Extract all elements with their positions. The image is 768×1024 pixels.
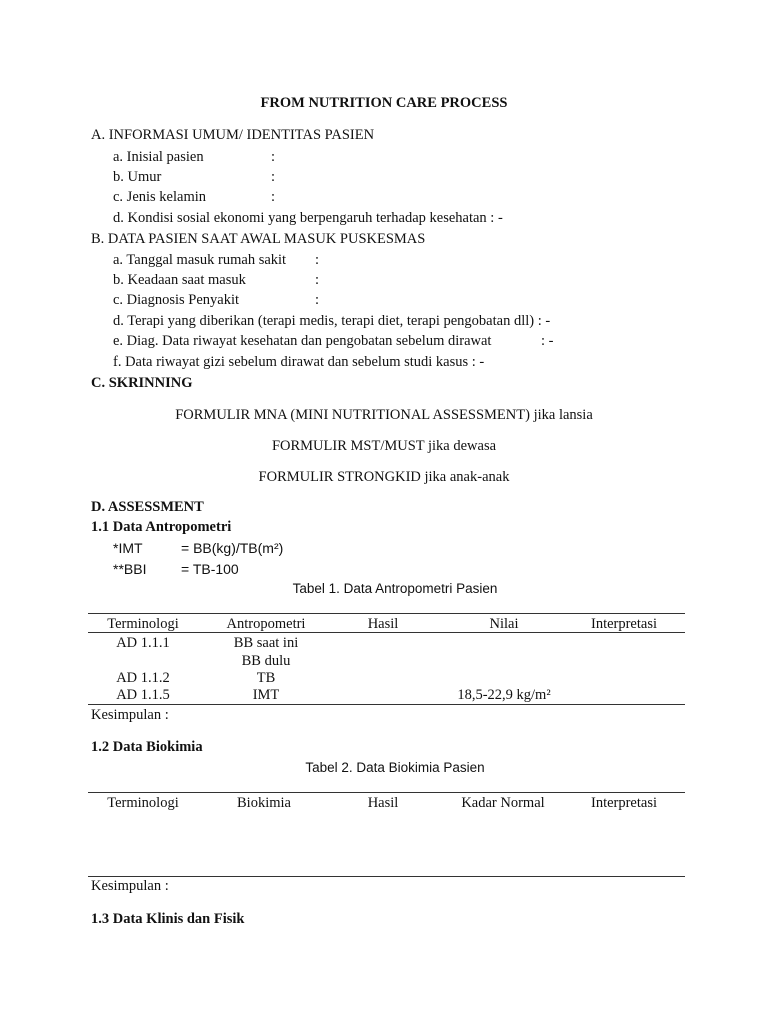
list-item-colon: : xyxy=(271,169,276,185)
list-item-colon: : xyxy=(271,189,276,205)
list-item: a. Tanggal masuk rumah sakit xyxy=(113,252,287,268)
formula-value: = TB-100 xyxy=(181,561,239,577)
subsection-heading: 1.1 Data Antropometri xyxy=(91,519,232,535)
screening-form-line: FORMULIR MNA (MINI NUTRITIONAL ASSESSMENT) jika lansia xyxy=(175,407,593,423)
table-header-cell: Terminologi xyxy=(107,616,179,632)
list-item-colon: : xyxy=(271,149,276,165)
table-header-cell: Terminologi xyxy=(107,795,179,811)
subsection-heading: 1.2 Data Biokimia xyxy=(91,739,203,755)
page-title: FROM NUTRITION CARE PROCESS xyxy=(260,95,508,111)
table-header-cell: Antropometri xyxy=(226,616,306,632)
table-cell: BB dulu xyxy=(241,653,291,669)
table-cell: AD 1.1.1 xyxy=(116,635,170,651)
table-caption: Tabel 1. Data Antropometri Pasien xyxy=(292,581,498,596)
table-header-cell: Nilai xyxy=(489,616,519,632)
formula-label: **BBI xyxy=(113,561,147,577)
list-item: f. Data riwayat gizi sebelum dirawat dan sebelum studi kasus : - xyxy=(113,354,485,370)
table-caption: Tabel 2. Data Biokimia Pasien xyxy=(305,760,485,775)
formula-value: = BB(kg)/TB(m²) xyxy=(181,540,284,556)
list-item-colon: : xyxy=(315,252,320,268)
list-item: d. Kondisi sosial ekonomi yang berpengaruh terhadap kesehatan : - xyxy=(113,210,503,226)
section-a-heading: A. INFORMASI UMUM/ IDENTITAS PASIEN xyxy=(91,127,375,143)
section-d-heading: D. ASSESSMENT xyxy=(91,499,204,515)
formula-label: *IMT xyxy=(113,540,143,556)
list-item-colon: : xyxy=(315,272,320,288)
conclusion-label: Kesimpulan : xyxy=(91,707,169,723)
table-top-rule xyxy=(88,613,685,614)
list-item: b. Umur xyxy=(113,169,162,185)
table-cell: IMT xyxy=(252,687,280,703)
table-header-rule xyxy=(88,632,685,633)
section-c-heading: C. SKRINNING xyxy=(91,375,193,391)
table-cell: TB xyxy=(256,670,276,686)
list-item-colon: : - xyxy=(541,333,554,349)
table-cell: AD 1.1.5 xyxy=(116,687,170,703)
list-item: d. Terapi yang diberikan (terapi medis, terapi diet, terapi pengobatan dll) : - xyxy=(113,313,551,329)
section-b-heading: B. DATA PASIEN SAAT AWAL MASUK PUSKESMAS xyxy=(91,231,426,247)
table-cell: 18,5-22,9 kg/m² xyxy=(457,687,551,703)
subsection-heading: 1.3 Data Klinis dan Fisik xyxy=(91,911,245,927)
table-bottom-rule xyxy=(88,704,685,705)
table-header-cell: Biokimia xyxy=(237,795,291,811)
list-item-colon: : xyxy=(315,292,320,308)
table-cell: AD 1.1.2 xyxy=(116,670,170,686)
list-item: b. Keadaan saat masuk xyxy=(113,272,246,288)
table-header-cell: Interpretasi xyxy=(590,795,658,811)
list-item: c. Diagnosis Penyakit xyxy=(113,292,240,308)
screening-form-line: FORMULIR MST/MUST jika dewasa xyxy=(271,438,497,454)
table-top-rule xyxy=(88,792,685,793)
table-header-cell: Hasil xyxy=(367,795,399,811)
conclusion-label: Kesimpulan : xyxy=(91,878,169,894)
table-header-cell: Hasil xyxy=(367,616,399,632)
table-header-cell: Interpretasi xyxy=(590,616,658,632)
list-item: e. Diag. Data riwayat kesehatan dan pengobatan sebelum dirawat xyxy=(113,333,492,349)
table-header-cell: Kadar Normal xyxy=(461,795,545,811)
table-bottom-rule xyxy=(88,876,685,877)
screening-form-line: FORMULIR STRONGKID jika anak-anak xyxy=(258,469,510,485)
list-item: a. Inisial pasien xyxy=(113,149,204,165)
table-cell: BB saat ini xyxy=(233,635,299,651)
list-item: c. Jenis kelamin xyxy=(113,189,207,205)
